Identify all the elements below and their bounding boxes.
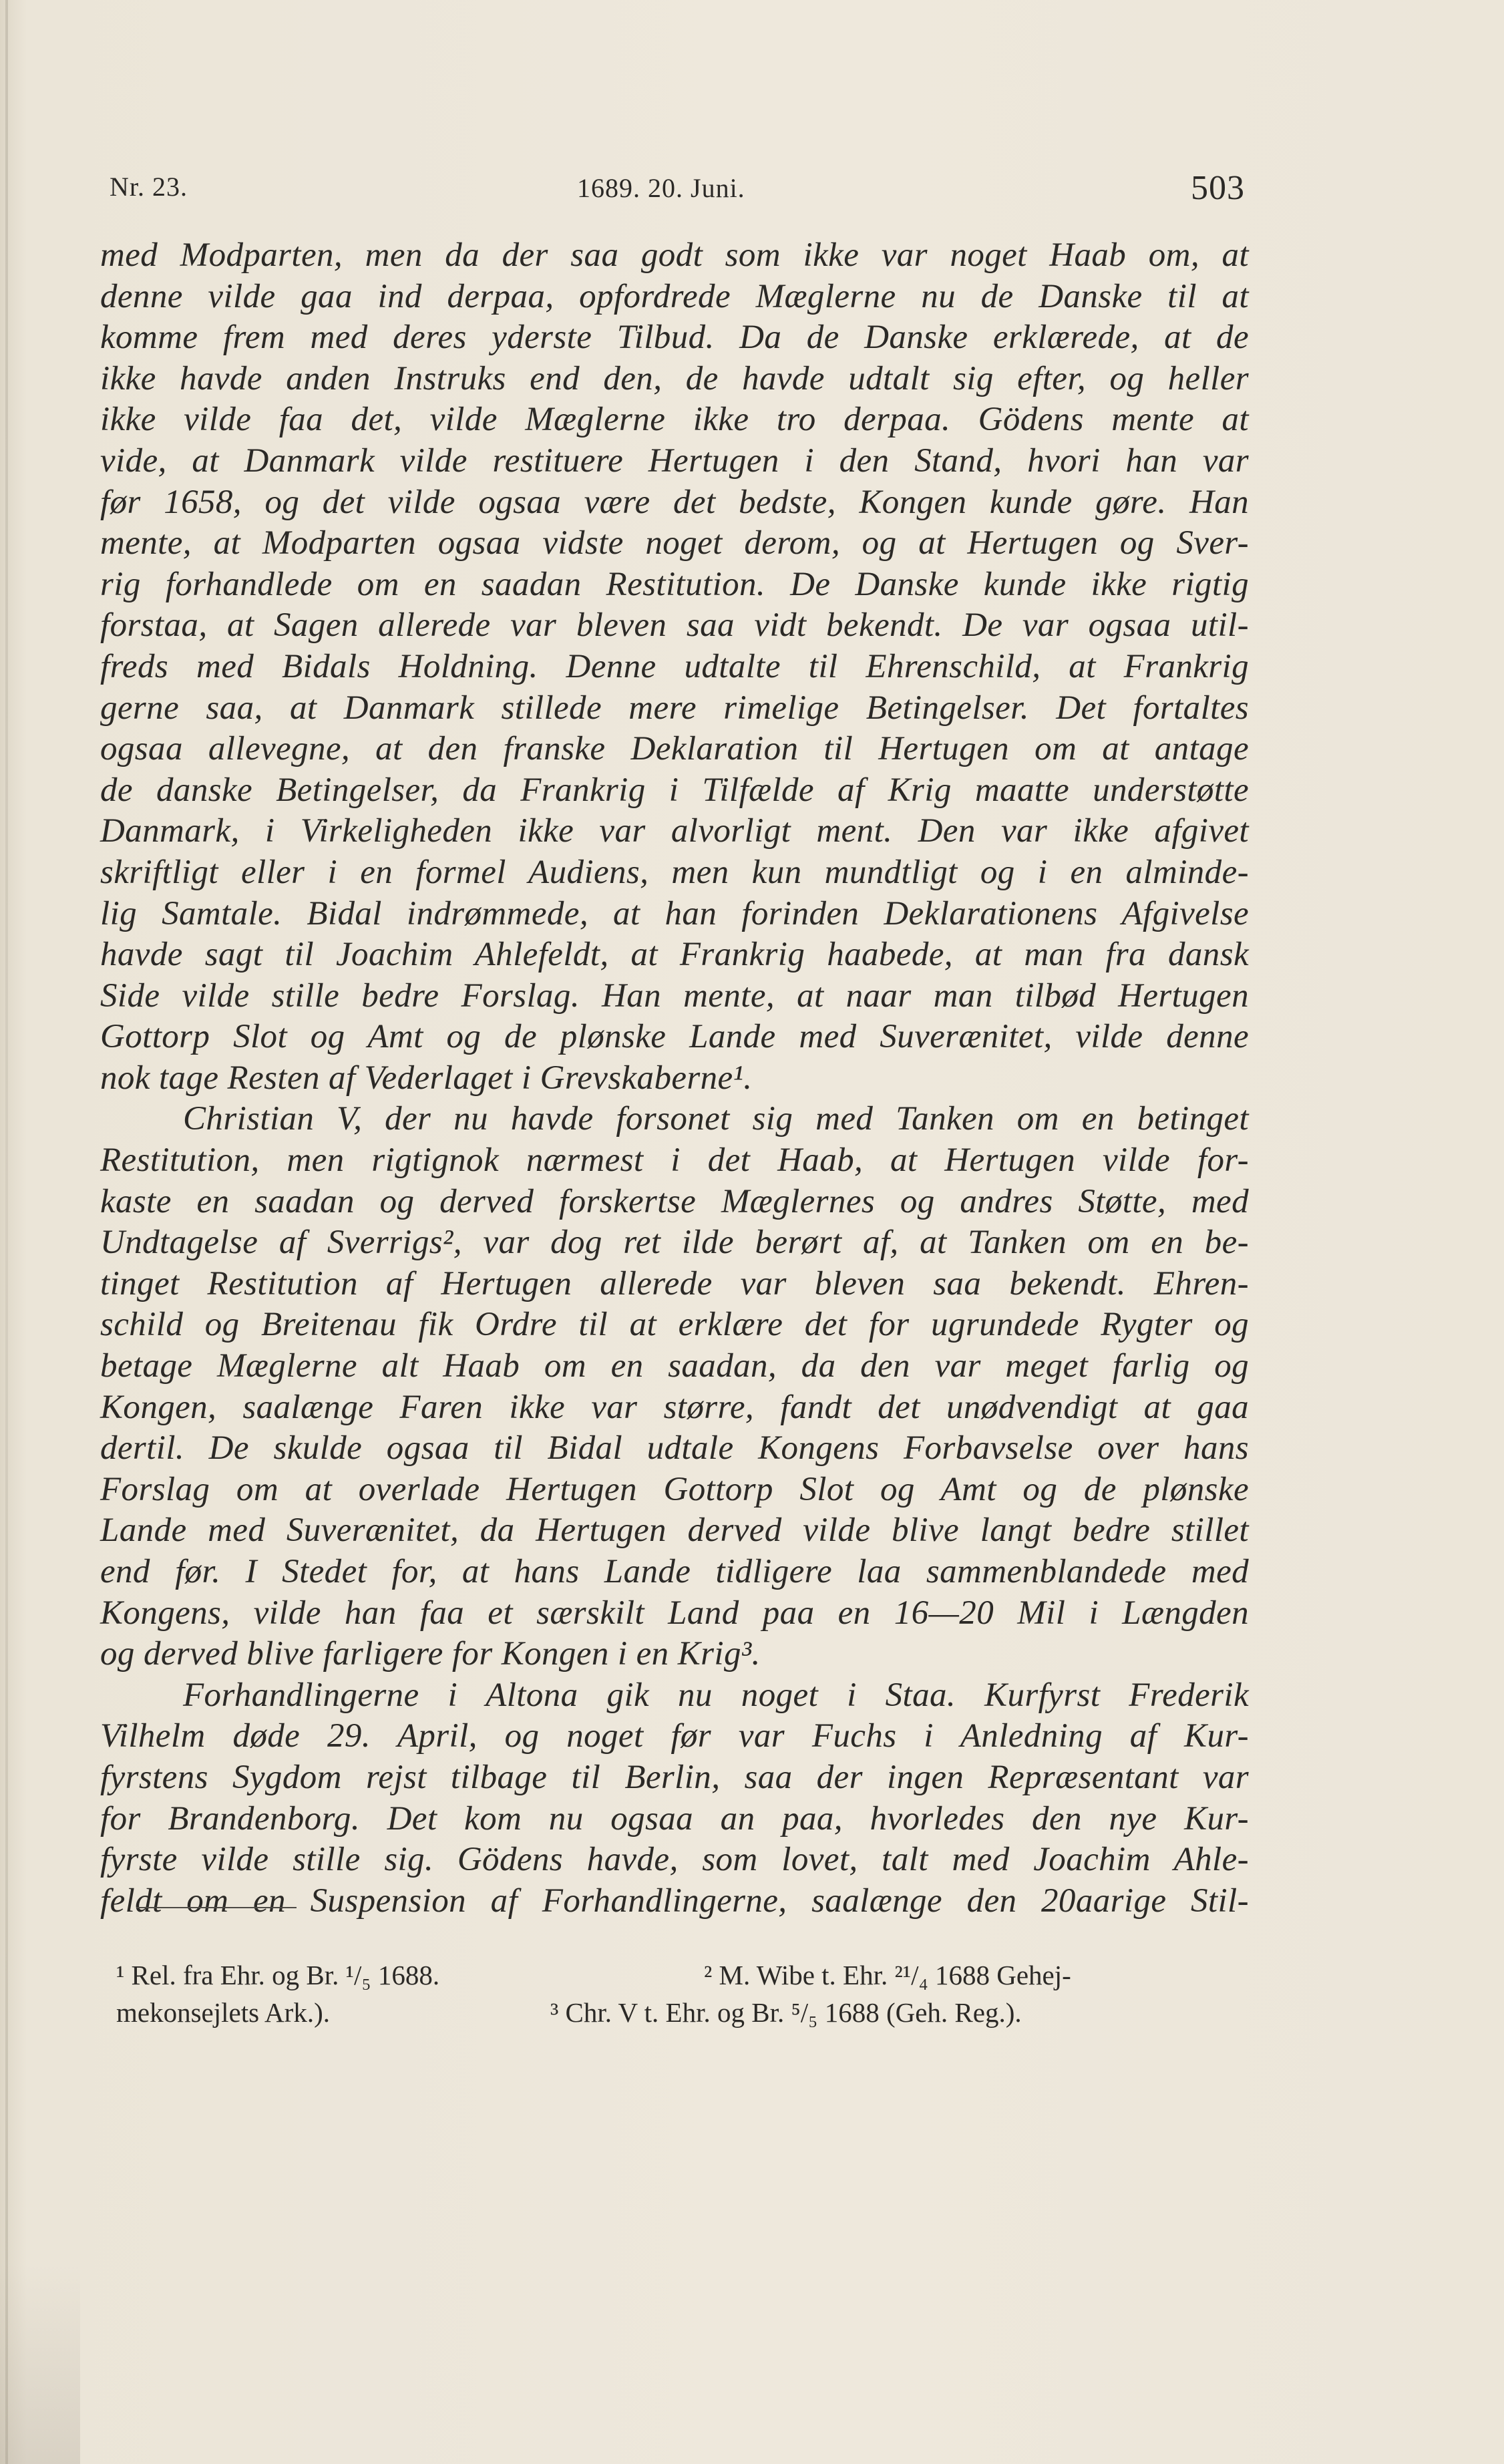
text-line: end før. I Stedet for, at hans Lande tidligere laa sammenblandede med [100,1553,1249,1590]
text-line: mente, at Modparten ogsaa vidste noget derom, og at Hertugen og Sver- [100,524,1249,562]
text-line: ikke vilde faa det, vilde Mæglerne ikke tro derpaa. Gödens mente at [100,401,1249,439]
page-number: 503 [1191,169,1245,207]
page-binding-edge [5,0,8,2464]
text-line: rig forhandlede om en saadan Restitution. De Danske kunde ikke rigtig [100,565,1249,603]
running-header [110,166,1245,212]
text-line: freds med Bidals Holdning. Denne udtalte til Ehrenschild, at Frankrig [100,647,1249,685]
text-line: dertil. De skulde ogsaa til Bidal udtale Kongens Forbavselse over hans [100,1429,1249,1467]
text-line: nok tage Resten af Vederlaget i Grevskaberne¹. [100,1059,753,1097]
text-line: Kongens, vilde han faa et særskilt Land paa en 16—20 Mil i Længden [100,1594,1249,1632]
scan-shadow [0,2264,80,2464]
paragraph-start-line: Christian V, der nu havde forsonet sig med Tanken om en betinget [183,1100,1249,1138]
text-line: kaste en saadan og derved forskertse Mæglernes og andres Støtte, med [100,1182,1249,1220]
footnote-row [116,1957,1252,1994]
footnotes [116,1957,1252,2032]
text-line: komme frem med deres yderste Tilbud. Da de Danske erklærede, at de [100,319,1249,357]
header-number: Nr. 23. [110,172,188,202]
text-line: fyrstens Sygdom rejst tilbage til Berlin, saa der ingen Repræsentant var [100,1758,1249,1796]
text-line: før 1658, og det vilde ogsaa være det bedste, Kongen kunde gøre. Han [100,483,1249,521]
text-line: betage Mæglerne alt Haab om en saadan, da den var meget farlig og [100,1347,1249,1385]
text-line: Vilhelm døde 29. April, og noget før var Fuchs i Anledning af Kur- [100,1717,1249,1755]
paragraph-start-line: Forhandlingerne i Altona gik nu noget i Staa. Kurfyrst Frederik [183,1676,1249,1714]
text-line: schild og Breitenau fik Ordre til at erklære det for ugrundede Rygter og [100,1306,1249,1344]
text-line: for Brandenborg. Det kom nu ogsaa an paa, hvorledes den nye Kur- [100,1799,1249,1837]
text-line: Lande med Suverænitet, da Hertugen derved vilde blive langt bedre stillet [100,1512,1249,1550]
text-line: Kongen, saalænge Faren ikke var større, fandt det unødvendigt at gaa [100,1388,1249,1426]
text-line: de danske Betingelser, da Frankrig i Tilfælde af Krig maatte understøtte [100,771,1249,809]
header-date: 1689. 20. Juni. [577,173,745,203]
text-line: Side vilde stille bedre Forslag. Han mente, at naar man tilbød Hertugen [100,977,1249,1015]
text-line: denne vilde gaa ind derpaa, opfordrede Mæglerne nu de Danske til at [100,277,1249,315]
text-line: lig Samtale. Bidal indrømmede, at han forinden Deklarationens Afgivelse [100,894,1249,932]
text-line: med Modparten, men da der saa godt som ikke var noget Haab om, at [100,236,1249,274]
text-line: tinget Restitution af Hertugen allerede var bleven saa bekendt. Ehren- [100,1264,1249,1302]
text-line: Undtagelse af Sverrigs², var dog ret ilde berørt af, at Tanken om en be- [100,1224,1249,1262]
text-line: ogsaa allevegne, at den franske Deklaration til Hertugen om at antage [100,730,1249,768]
text-line: feldt om en Suspension af Forhandlingerne, saalænge den 20aarige Stil- [100,1882,1249,1920]
text-line: havde sagt til Joachim Ahlefeldt, at Frankrig haabede, at man fra dansk [100,936,1249,974]
footnote-3: ³ Chr. V t. Ehr. og Br. ⁵/₅ 1688 (Geh. Reg.). [550,1997,1022,2028]
footnote-1: ¹ Rel. fra Ehr. og Br. ¹/₅ 1688. [116,1960,440,1990]
text-line: fyrste vilde stille sig. Gödens havde, som lovet, talt med Joachim Ahle- [100,1841,1249,1879]
text-line: og derved blive farligere for Kongen i en Krig³. [100,1635,761,1673]
text-line: forstaa, at Sagen allerede var bleven saa vidt bekendt. De var ogsaa util- [100,606,1249,645]
footnote-2: ² M. Wibe t. Ehr. ²¹/₄ 1688 Gehej- [704,1960,1071,1990]
body-text [100,235,1249,1922]
text-line: Restitution, men rigtignok nærmest i det Haab, at Hertugen vilde for- [100,1141,1249,1180]
text-line: gerne saa, at Danmark stillede mere rimelige Betingelser. Det fortaltes [100,689,1249,727]
footnote-2-continued: mekonsejlets Ark.). [116,1997,330,2028]
text-line: skriftligt eller i en formel Audiens, men kun mundtligt og i en alminde- [100,853,1249,891]
text-line: ikke havde anden Instruks end den, de havde udtalt sig efter, og heller [100,359,1249,397]
footnote-divider [136,1907,297,1908]
text-line: vide, at Danmark vilde restituere Hertugen i den Stand, hvori han var [100,442,1249,480]
text-line: Danmark, i Virkeligheden ikke var alvorligt ment. Den var ikke afgivet [100,812,1249,850]
text-line: Forslag om at overlade Hertugen Gottorp Slot og Amt og de plønske [100,1470,1249,1508]
footnote-row [116,1994,1252,2032]
text-line: Gottorp Slot og Amt og de plønske Lande med Suverænitet, vilde denne [100,1018,1249,1056]
